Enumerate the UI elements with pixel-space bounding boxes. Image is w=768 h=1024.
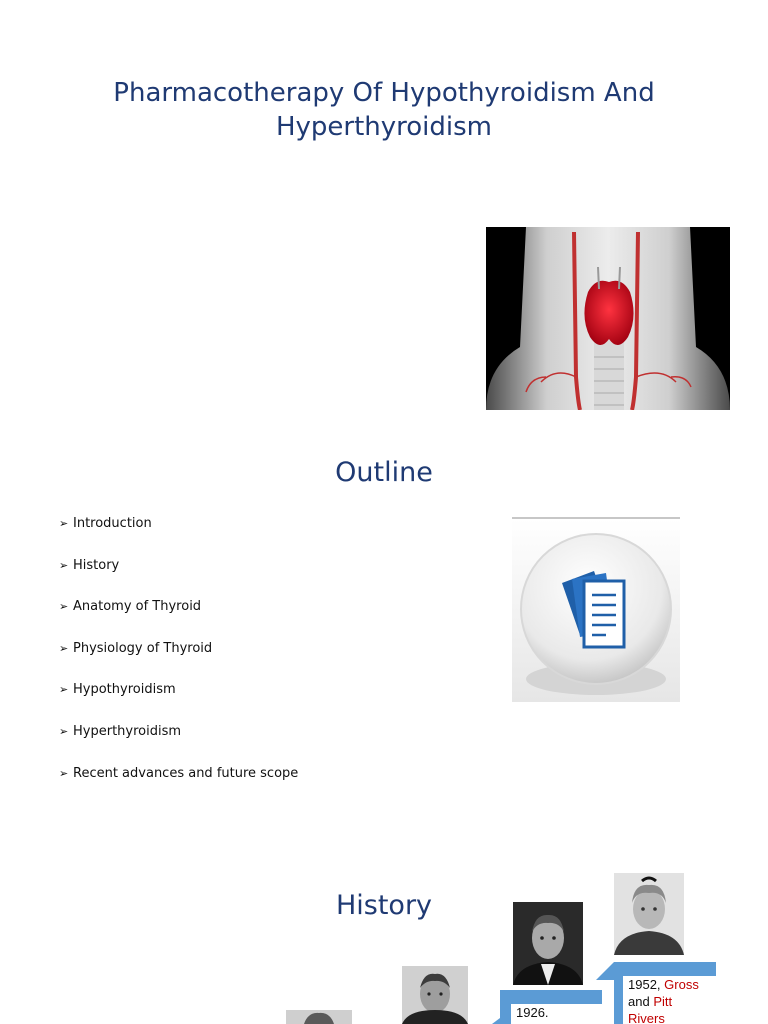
timeline-arrow-icon xyxy=(584,962,614,982)
arrow-bullet-icon: ➢ xyxy=(59,766,69,780)
portrait-photo-man xyxy=(513,902,583,985)
title-line-1: Pharmacotherapy Of Hypothyroidism And xyxy=(113,78,655,108)
documents-icon xyxy=(512,519,680,702)
outline-item-label: Hyperthyroidism xyxy=(73,723,182,739)
outline-item-physiology xyxy=(59,639,298,681)
outline-heading: Outline xyxy=(335,457,433,488)
timeline-entry-1952 xyxy=(623,976,718,1024)
outline-item-anatomy xyxy=(59,597,298,639)
entry-name-gross: Gross xyxy=(664,977,699,992)
outline-item-hypothyroidism xyxy=(59,680,298,722)
history-heading: History xyxy=(335,890,433,921)
entry-conjunction: and xyxy=(628,994,650,1009)
portrait-photo-woman xyxy=(614,873,684,955)
portrait-photo-man xyxy=(402,966,468,1024)
arrow-bullet-icon: ➢ xyxy=(59,683,69,697)
outline-item-history xyxy=(59,556,298,598)
entry-name-pitt: Pitt xyxy=(653,994,673,1009)
outline-item-recent-advances xyxy=(59,764,298,806)
portrait-photo-man xyxy=(286,1010,352,1024)
entry-year: 1926. xyxy=(516,1005,549,1020)
arrow-bullet-icon: ➢ xyxy=(59,558,69,572)
outline-item-introduction xyxy=(59,514,298,556)
arrow-bullet-icon: ➢ xyxy=(59,600,69,614)
entry-year: 1952, xyxy=(628,977,661,992)
arrow-bullet-icon: ➢ xyxy=(59,517,69,530)
timeline-arrow-icon xyxy=(470,1004,500,1024)
outline-item-label: History xyxy=(73,557,120,573)
outline-item-hyperthyroidism xyxy=(59,722,298,764)
arrow-bullet-icon: ➢ xyxy=(59,641,69,655)
outline-item-label: Hypothyroidism xyxy=(73,682,176,698)
outline-item-label: Anatomy of Thyroid xyxy=(73,599,202,615)
page-title xyxy=(0,76,768,144)
outline-item-label: Recent advances and future scope xyxy=(73,765,299,781)
thyroid-neck-image xyxy=(486,227,730,410)
arrow-bullet-icon: ➢ xyxy=(59,724,69,738)
entry-name-rivers: Rivers xyxy=(628,1011,665,1024)
outline-item-label: Physiology of Thyroid xyxy=(73,640,213,656)
outline-item-label: Introduction xyxy=(73,516,152,531)
timeline-entry-1926 xyxy=(511,1004,606,1024)
outline-list xyxy=(59,514,298,805)
title-line-2: Hyperthyroidism xyxy=(275,112,493,142)
